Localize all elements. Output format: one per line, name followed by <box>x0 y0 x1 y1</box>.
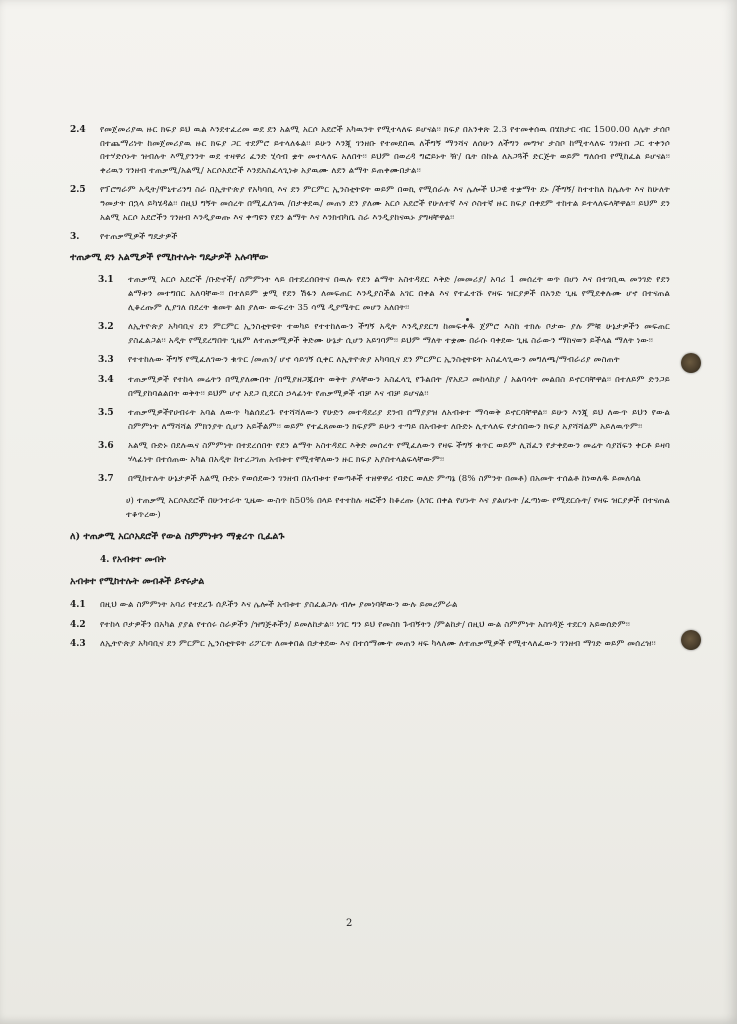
clause-number: 3.5 <box>98 408 114 419</box>
clause-text: ተጠቃሚ አርሶ አደሮች /ቡድኖች/ ስምምነት ላይ በተደረሰበትና በዉሉ የደን ልማት አስተዳደር እቅድ /መመሪያ/ አባሪ 1 መሰረት ወጥ በሆነ እና በተገቢዉ መንገድ የደን ልማቱን መተግበር አለባቸው፡፡ በተለይም ቋሚ የደን ሽፋን ለመፍጠር እንዲያስችል አገር በቀል እና የተፈተሹ የዛፍ ዝርያዎች በአንድ ጊዜ የሚደቀሉሙ ሆኖ በተናጠል ሊቆረጡም ሊያገለ በደረት ቁመት ልክ ያለው ውፍረት 35 ሳሜ ዲያሜትር መሆን አለበት፡፡ <box>128 275 670 313</box>
clause-4-1 <box>70 599 670 613</box>
clause-text: የተከላ ቦታዎችን በአካል ያያል የተሰሩ ስራዎችን /ዝግጅቶችን/ ይመለከታል፡፡ ነገር ግን ይህ የመስክ ጉብኝትን /ምልከታ/ በዚህ ውል ስምምነት አስገዳጅ ተደርጎ አይወሰድም፡፡ <box>100 619 630 630</box>
clause-3-7-a: ሀ) ተጠቃሚ አርሶአደሮች በሁንተራት ጊዜው ውስጥ ከ50% በላይ የተተከሉ ዛፎችን ከቆረጡ (አገር በቀል የሆኑት እና ያልሆኑት /ፈጣነው የሚደርሱት/ የዛፍ ዝርያዎች በተናጠል ተቆጥረው) <box>126 496 670 520</box>
clause-number: 3.1 <box>98 275 114 286</box>
clause-text: አልሚ ቡድኑ በደሉዉና ስምምነት በተደረሰበት የደን ልማት አስተዳደር እቅድ መሰረት የሚፈለውን የዛፍ ችግኝ ቁጥር ወይም ሊሸፈን የታቀደውን መሬት ሳያሸፍን ቀርቶ ይዛባ ሃላፊነት በተሰጠው አካል በአዲት ከተረጋገጠ አብቱተ የሚተቸለውን ዙር ክፍያ አያስተላልፍላቸውም፡፡ <box>128 441 670 465</box>
clause-number: 2.5 <box>70 185 86 196</box>
clause-text: ተጠቃሚዎችየሀብሩት አባል ለውጥ ካልሰደረጉ የተሻሻለውን የሁድን መተዳደሪያ ደንብ በማያያዝ ለአብቱተ ማሳወቅ ይኖርባቸዋል፡፡ ይሁን እንጂ ይህ ለውጥ ይህን የውል ስምምነት ለማሻሻል ምክንያት ሲሆን አይችልም፡፡ ወይም የተፈጸመውን ክፍያም ይሁን ተጣይ በአብቱተ ለቡድኑ ሊተላለፍ የታሰበውን ክፍያ አያሻሻልም አይለዉጥም፡፡ <box>128 408 670 432</box>
rights-heading: አብቱተ የሚከተሉት መብቶች ይኖሩታል <box>70 576 205 588</box>
obligations-heading: ተጠቃሚ ደን አልሚዎች የሚከተሉት ግዴታዎች አሉባቸው <box>70 251 269 263</box>
clause-2-4 <box>70 124 670 178</box>
clause-4-3 <box>70 638 670 652</box>
clause-number: 3.7 <box>98 474 114 485</box>
document-body <box>70 124 670 658</box>
ink-dot <box>466 318 469 321</box>
clause-text: የመጀመሪያዉ ዙር ክፍያ ይህ ዉል እንደተፈረመ ወደ ደን አልሚ አርሶ አደሮች አካዉንት የሚተላለፍ ይሆናል፡፡ ክፍያ በአንቀጽ 2.3 የተመቀሰዉ በሄክታር ብር 1500.00 ለሌት ታሰቦ በተጨማሪነት ከመጀመሪያዉ ዙር ክፍያ ጋር ተደምሮ ይተላለፋል፡፡ ይሁን እንጂ ገንዘቡ የተመደበዉ ለችግኝ ማንሻና ለሰሁን ለችግን መግዣ ታስቦ ከሚተላለፍ ገንዘብ ጋር ተቀንሶ በተሃድሶኑት ዝብሉት እሚያንንት ወደ ተዛዋሪ ፈንድ ሂሳብ ቋት መተላለፍ አለበት፡፡ ይህም በወረዳ ግፎይኑት ዥ/ ቤት በኩል ለአጋጓች ድርጅት ወይም ግለሰብ የሚከፈል ይሆናል፡፡ ቀሪዉን ገንዘብ ተጠቃሚ/አልሚ/ አርሶአደሮች እንደአስፈላጊነቱ አያዉሙ ለደን ልማት ይጠቀሙበታል፡፡ <box>100 125 670 176</box>
clause-3-3 <box>98 354 670 368</box>
clause-number: 3.2 <box>98 322 114 333</box>
clause-number: 3.3 <box>98 355 114 366</box>
clause-text: የተተከሉው ችግኝ የሚፈለገውን ቁጥር /መጠን/ ሆኖ ሳይገኝ ሲቀር ለኢትዮጵያ አካባቢና ደን ምርምር ኢንስቲትዩት አስፈላጊውን መግለጫ/ማብራሪያ መስጠት <box>128 355 620 366</box>
clause-3-7 <box>98 473 670 487</box>
clause-number: 3.4 <box>98 374 114 385</box>
clause-text: ለኢትዮጵያ አካባቢና ደን ምርምር ኢንስቲትዩት ተወካይ የተተከለውን ችግኝ አዲት እንዲያደርግ ከመፍቀዱ ጀምሮ እስከ ተክሉ ቦታው ያሉ ምቹ ሁኔታዎችን መፍጠር ያስፈልጋል፡፡ አዲት የሚደረግበት ጊዜም ለተጠቃሚዎች ቅድሙ ሁኔታ ሲሆን አይገባም፡፡ ይህም ማለት ተቋሙ በራሱ ባቀደው ጊዜ ስራውን ማከናወን ይችላል ማለት ነው፡፡ <box>128 322 670 346</box>
clause-number: 3.6 <box>98 441 114 452</box>
clause-text: የፕሮግራም አዲት/ሞኒተሪንግ ስራ በኢትዮጵያ የአካባቢ እና ደን ምርምር ኢንስቲትዩት ወይም በወኪ የሚሰራሉ እና ሌሎች ህጋዊ ተቋማት ደኑ /ችግኝ/ ከተተከለ ከሌሉት እና ከሁለት ዓመታት በኋላ ይካሄዳል፡፡ በዚህ ግኝት መሰረት በሚፈለገዉ /በታቀደዉ/ መጠን ደን ያለሙ አርሶ አደሮች የሁለተኛ እና ሶስተኛ ዙር ክፍያ በቀደም ተከተል ይተላለፍላቸዋል፡፡ ይህም ደን አልሚ አርሶ አደሮችን ገንዘብ እንዲያወጡ እና ቀጣዩን የደን ልማት እና እንክብካቤ ስራ እንዲያከናዉኑ ያግዛቸዋል፡፡ <box>100 185 670 223</box>
clause-2-5 <box>70 184 670 225</box>
section-4-title: 4. የአብቱተ መብት <box>100 554 166 565</box>
clause-3-7-b: ለ) ተጠቃሚ አርሶአደሮች የውል ስምምነቱን ማቋረጥ ቢፈልጉ <box>70 531 285 543</box>
punch-hole <box>681 630 701 650</box>
clause-text: ለኢትዮጵያ አካባቢና ደን ምርምር ኢንስቲትዩት ሪፖርት ለመቀበል በታቀደው እና በተሰማሙት መጠን ዛፍ ካላለሙ ለተጠቃሚዎች የሚተላለፈውን ገንዘብ ማገድ ወይም መሰረዝ፡፡ <box>100 639 656 650</box>
clause-text: ተጠቃሚዎች የተከላ መሬትን በሚያለሙበት /በሚያዘጋጁበት ወቅት ያላቸውን አስፈላጊ የጉልበት /የአደጋ መከላከያ / አልባሳት መልበስ ይኖርባቸዋል፡፡ በተለይም ድንጋይ በሚያከባልልበት ወቅት፡፡ ይህም ሆኖ አደጋ ቢደርስ ኃላፊነት የጠቃሚዎች ብቻ እና ብቻ ይሆናል፡፡ <box>128 374 670 399</box>
clause-text: በሚከተሉት ሁኔታዎች አልሚ ቡድኑ የወሰደውን ገንዘብ በአብቱተ የወጣቶች ተዘዋዋሪ ብድር ወለድ ምጣኔ (8% ስምንት በመቶ) በአመት ተሰልቶ ከነወለዱ ይመለሳል <box>128 474 641 485</box>
clause-number: 4.2 <box>70 619 86 630</box>
clause-text: የተጠቃሚዎች ግዴታዎች <box>100 232 178 243</box>
clause-3-4 <box>98 374 670 401</box>
clause-text: በዚህ ውል ስምምነት አባሪ የተደረጉ ሰዶችን እና ሌሎች አብቱተ ያስፈልጋሉ ብሎ ያመነባቸውን ውሉ ይመረምራል <box>100 600 458 611</box>
clause-number: 4.1 <box>70 600 86 611</box>
clause-3-5 <box>98 407 670 434</box>
clause-number: 2.4 <box>70 125 86 135</box>
page-number: 2 <box>346 918 353 929</box>
punch-hole <box>681 353 701 373</box>
clause-3-6 <box>98 440 670 467</box>
clause-4-2 <box>70 619 670 633</box>
clause-3-2 <box>98 321 670 348</box>
clause-3-1 <box>98 274 670 315</box>
section-3-title <box>70 231 670 245</box>
clause-number: 3. <box>70 232 80 243</box>
clause-number: 4.3 <box>70 639 86 650</box>
